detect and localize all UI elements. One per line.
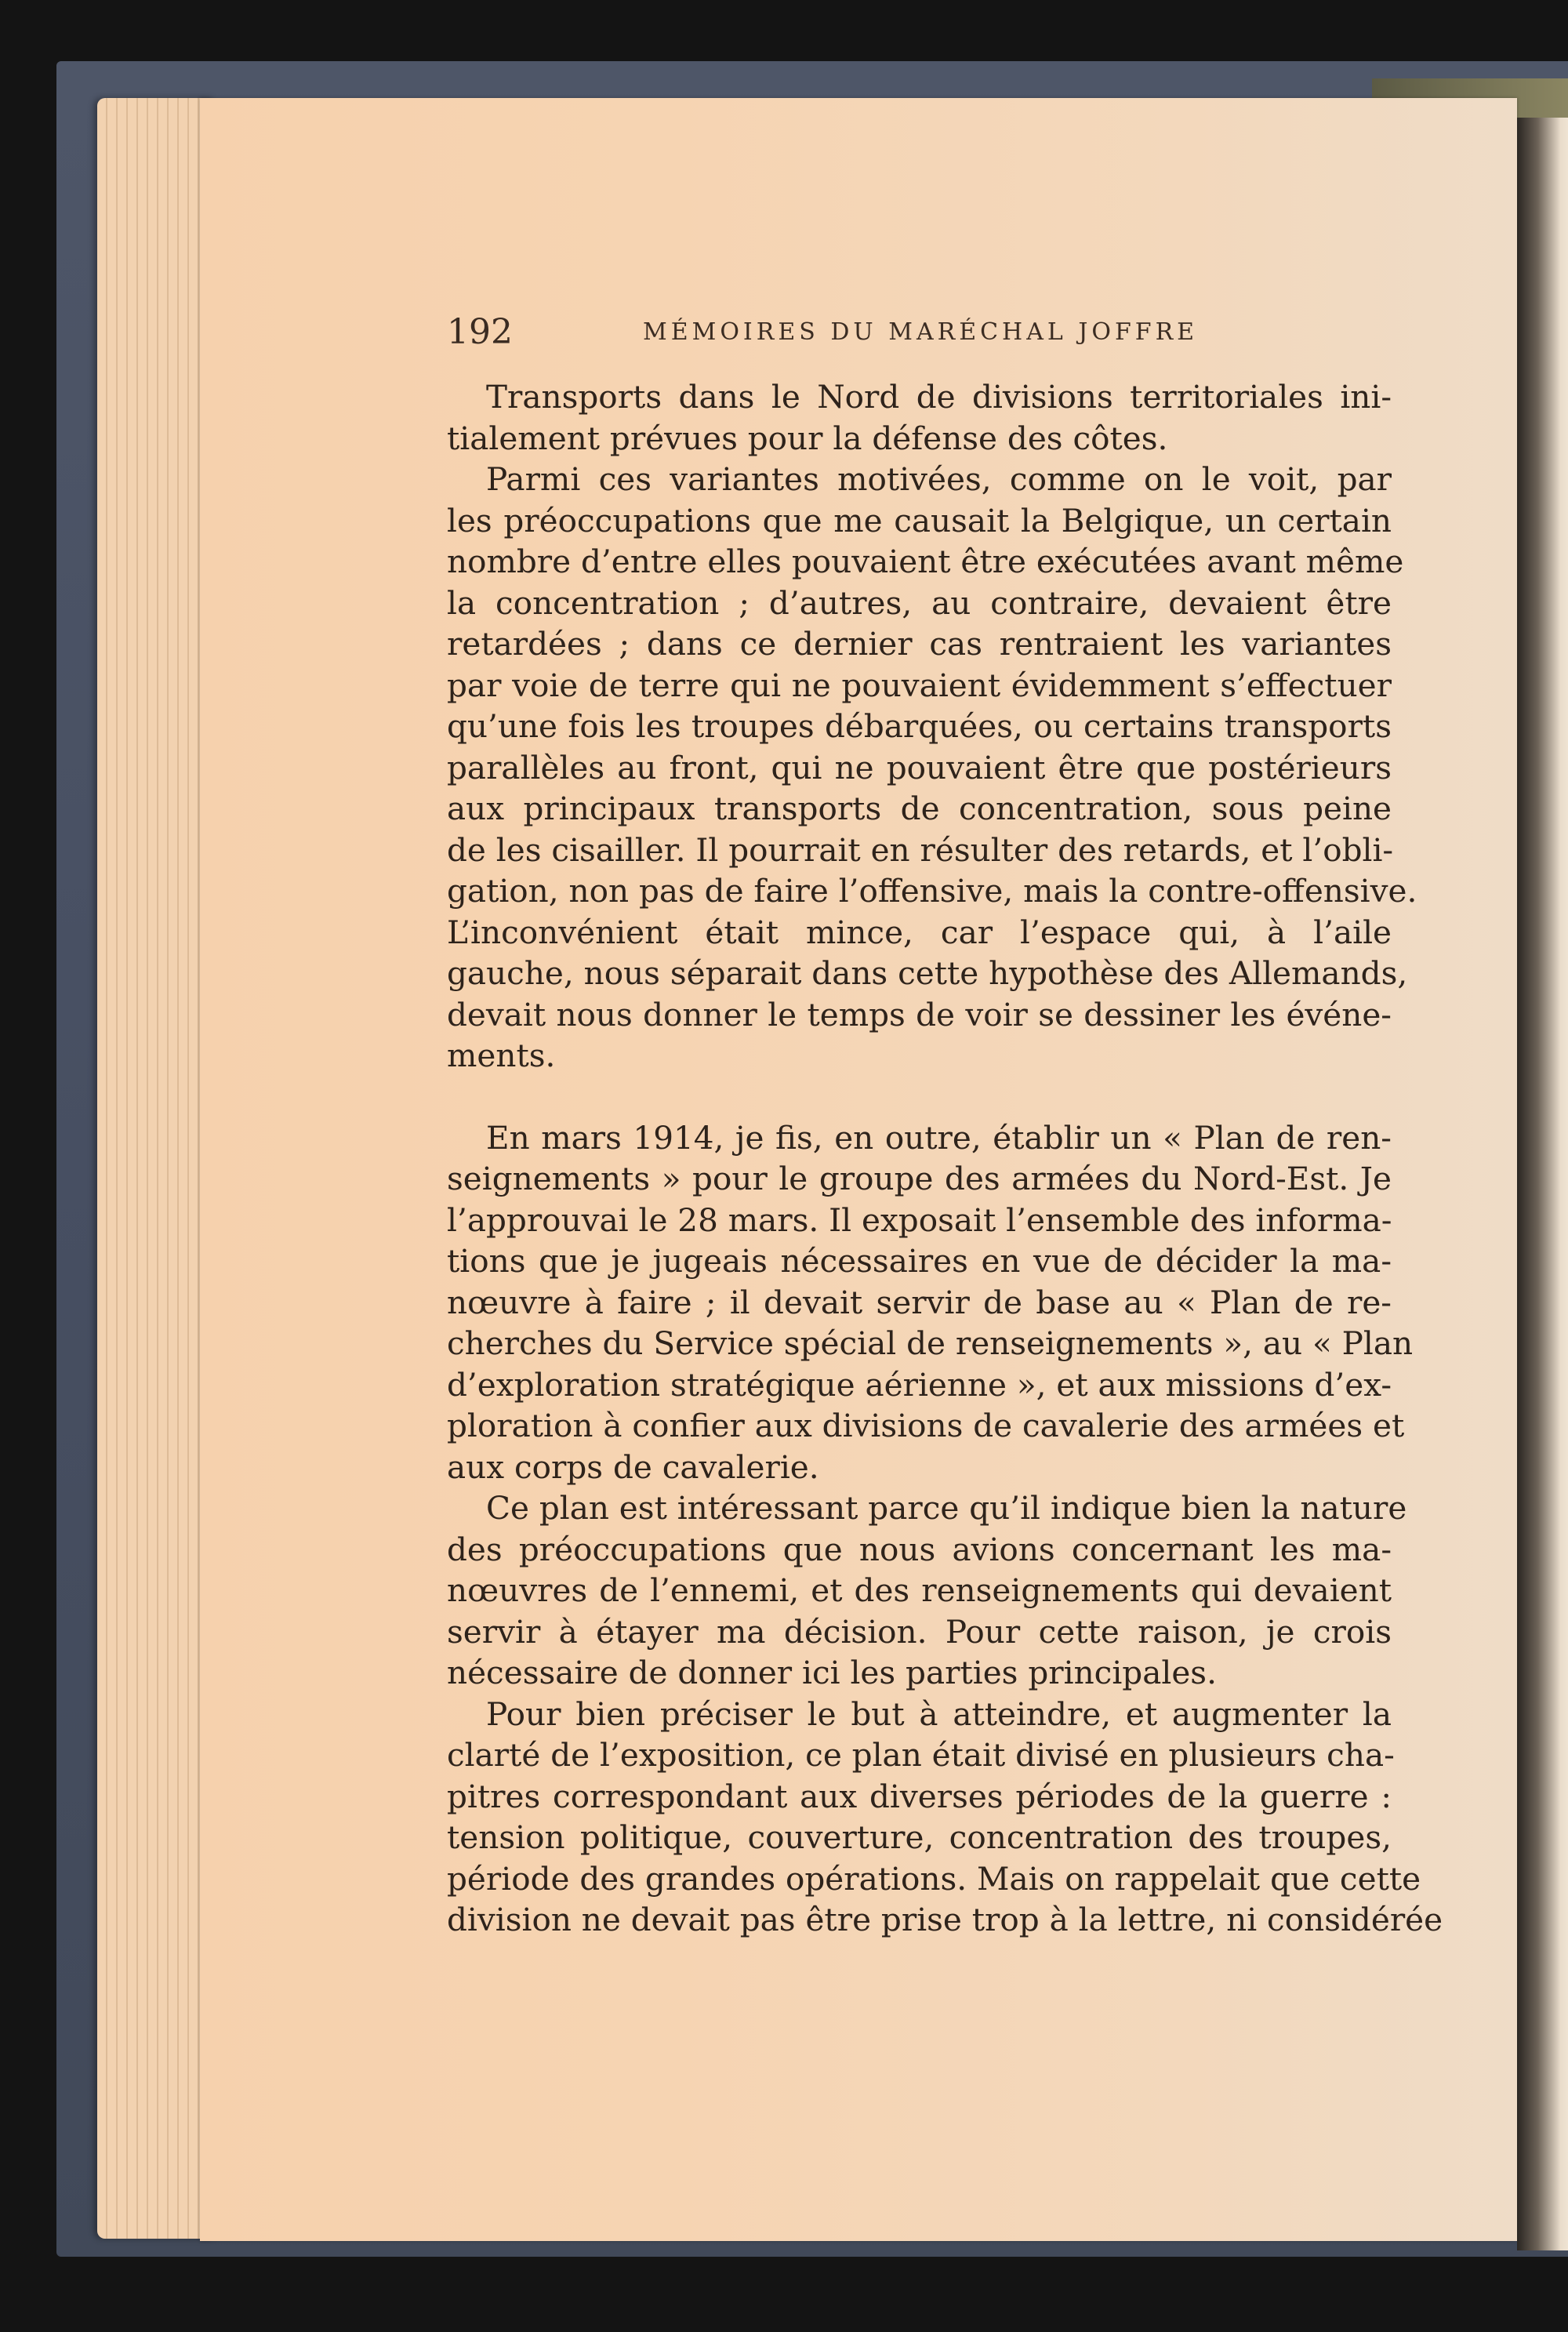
page-number: 192 [447,312,513,352]
text-line: Transports dans le Nord de divisions territoriales ini- [486,378,1392,416]
paragraph [447,376,1392,459]
text-line: la concentration ; d’autres, au contraire, devaient être [447,583,1392,622]
text-line: nombre d’entre elles pouvaient être exécutées avant même [447,543,1404,580]
text-line: qu’une fois les troupes débarquées, ou certains transports [447,707,1392,745]
text-line: nœuvres de l’ennemi, et des renseignements qui devaient [447,1571,1392,1609]
text-line: l’approuvai le 28 mars. Il exposait l’ensemble des informa- [447,1201,1392,1239]
text-line: seignements » pour le groupe des armées du Nord-Est. Je [447,1160,1392,1197]
text-line: d’exploration stratégique aérienne », et aux missions d’ex- [447,1365,1392,1404]
text-line: pitres correspondant aux diverses périodes de la guerre : [447,1777,1392,1815]
paragraph [447,1487,1407,1694]
body-text [447,376,1443,1941]
text-line: cherches du Service spécial de renseignements », au « Plan [447,1324,1414,1362]
text-line: clarté de l’exposition, ce plan était divisé en plusieurs cha- [447,1736,1395,1774]
text-line: tialement prévues pour la défense des côtes. [447,419,1168,457]
text-line: des préoccupations que nous avions concernant les ma- [447,1530,1392,1568]
section-break [447,1077,1392,1117]
text-line: devait nous donner le temps de voir se dessiner les événe- [447,995,1392,1033]
text-line: Ce plan est intéressant parce qu’il indique bien la nature [486,1489,1407,1527]
page-edges [97,98,215,2239]
text-line: Parmi ces variantes motivées, comme on le voit, par [486,460,1392,498]
text-line: aux principaux transports de concentration, sous peine [447,790,1392,827]
text-line: En mars 1914, je fis, en outre, établir un « Plan de ren- [486,1118,1392,1157]
text-line: de les cisailler. Il pourrait en résulter des retards, et l’obli- [447,830,1394,869]
text-line: nœuvre à faire ; il devait servir de base au « Plan de re- [447,1283,1392,1321]
text-line: gation, non pas de faire l’offensive, mais la contre-offensive. [447,872,1417,910]
text-line: tension politique, couverture, concentration des troupes, [447,1818,1392,1856]
page-gutter [1517,118,1568,2250]
page-header [447,312,1396,359]
text-line: nécessaire de donner ici les parties principales. [447,1654,1217,1691]
text-line: retardées ; dans ce dernier cas rentraient les variantes [447,625,1392,663]
text-line: aux corps de cavalerie. [447,1448,819,1486]
text-line: servir à étayer ma décision. Pour cette raison, je crois [447,1612,1392,1651]
paragraph [447,1694,1443,1941]
paragraph [447,1117,1414,1488]
text-line: L’inconvénient était mince, car l’espace qui, à l’aile [447,913,1392,951]
text-line: division ne devait pas être prise trop à la lettre, ni considérée [447,1901,1443,1938]
text-line: Pour bien préciser le but à atteindre, et augmenter la [486,1695,1392,1733]
text-line: parallèles au front, qui ne pouvaient être que postérieurs [447,748,1392,786]
paragraph [447,459,1417,1077]
text-line: ploration à confier aux divisions de cavalerie des armées et [447,1407,1405,1444]
text-line: période des grandes opérations. Mais on rappelait que cette [447,1859,1421,1898]
text-line: ments. [447,1037,556,1074]
text-line: tions que je jugeais nécessaires en vue de décider la ma- [447,1242,1392,1280]
text-line: les préoccupations que me causait la Belgique, un certain [447,501,1392,539]
running-title: MÉMOIRES DU MARÉCHAL JOFFRE [643,318,1199,346]
text-line: par voie de terre qui ne pouvaient évidemment s’effectuer [447,666,1392,704]
text-line: gauche, nous séparait dans cette hypothèse des Allemands, [447,954,1408,992]
